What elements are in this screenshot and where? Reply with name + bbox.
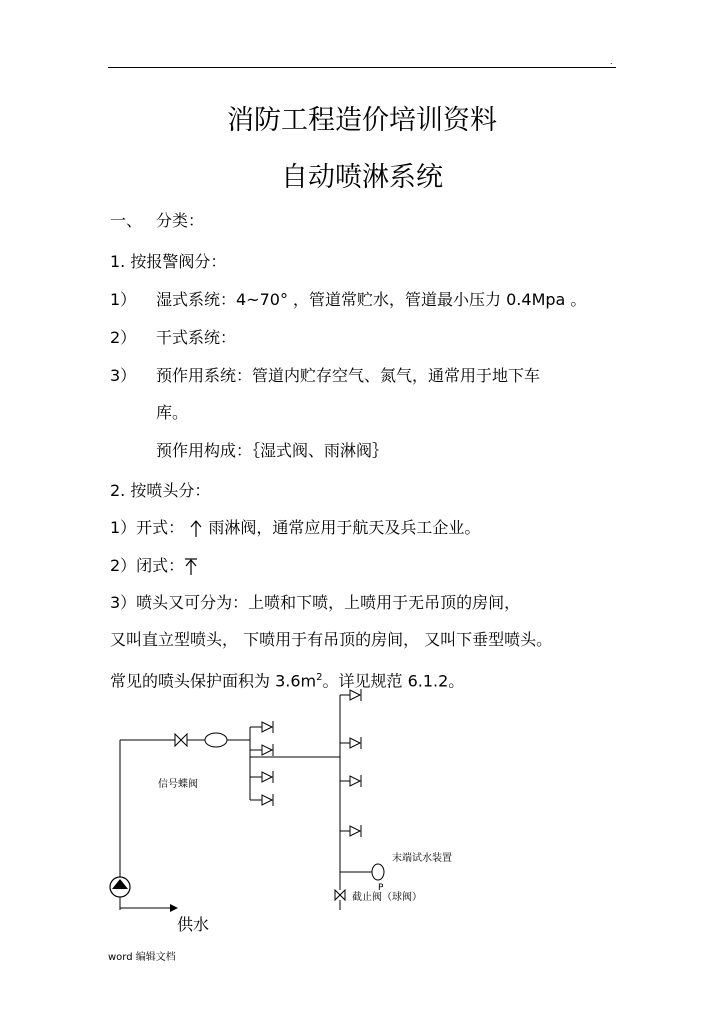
doc-title: 消防工程造价培训资料: [227, 105, 497, 136]
nozzle-types-line1: 3）喷头又可分为：上喷和下喷，上喷用于无吊顶的房间，: [110, 593, 521, 612]
supply-arrow-icon: [170, 904, 178, 912]
sprinkler-head-icon: [350, 689, 361, 701]
item-text: 预作用系统：管道内贮存空气、氮气，通常用于地下车: [156, 366, 541, 385]
protection-area-suffix: 。详见规范 6.1.2。: [322, 671, 465, 691]
supply-label: 供水: [177, 915, 210, 934]
item-number: 3）: [110, 366, 137, 385]
section-number: 一、: [110, 211, 143, 230]
section-text: 分类：: [156, 211, 205, 230]
footer-text: word 编辑文档: [108, 952, 176, 963]
sprinkler-head-icon: [262, 744, 273, 756]
item-number: 1）: [110, 290, 137, 309]
protection-area-prefix: 常见的喷头保护面积为 3.6m: [110, 671, 317, 691]
pump-icon: [110, 877, 130, 897]
pressure-gauge-icon: [372, 864, 384, 880]
item-preaction-cont: 库。: [156, 403, 189, 422]
nozzle-types-line2: 又叫直立型喷头， 下喷用于有吊顶的房间， 又叫下垂型喷头。: [110, 630, 553, 649]
closed-type-prefix: 2）闭式：: [110, 556, 185, 575]
item-number: 2）: [110, 328, 137, 347]
stop-valve-label: 截止阀（球阀）: [352, 892, 422, 903]
flow-indicator-icon: [205, 733, 227, 747]
sprinkler-head-icon: [350, 775, 361, 787]
item-text: 干式系统：: [156, 328, 237, 347]
signal-valve-label: 信号蝶阀: [158, 779, 198, 790]
sprinkler-head-icon: [262, 794, 273, 806]
header-dot: .: [610, 57, 613, 66]
item-preaction-compose: 预作用构成：｛湿式阀、雨淋阀｝: [156, 441, 389, 460]
butterfly-valve-icon: [175, 734, 187, 746]
sprinkler-head-icon: [262, 721, 273, 733]
nozzle-heading: 2. 按喷头分：: [110, 481, 211, 500]
alarm-heading: 1. 按报警阀分：: [110, 252, 227, 271]
doc-subtitle: 自动喷淋系统: [281, 162, 443, 193]
item-text: 湿式系统：4~70° ，管道常贮水，管道最小压力 0.4Mpa 。: [156, 290, 587, 309]
sprinkler-head-icon: [262, 771, 273, 783]
stop-valve-icon: [335, 890, 345, 900]
open-type-text: 雨淋阀，通常应用于航天及兵工企业。: [208, 518, 481, 537]
gauge-letter: P: [378, 883, 384, 893]
end-test-label: 末端试水装置: [392, 853, 452, 864]
sprinkler-head-icon: [350, 737, 361, 749]
protection-area-superscript: 2: [316, 672, 323, 683]
open-type-prefix: 1）开式：: [110, 518, 185, 537]
sprinkler-head-icon: [350, 825, 361, 837]
